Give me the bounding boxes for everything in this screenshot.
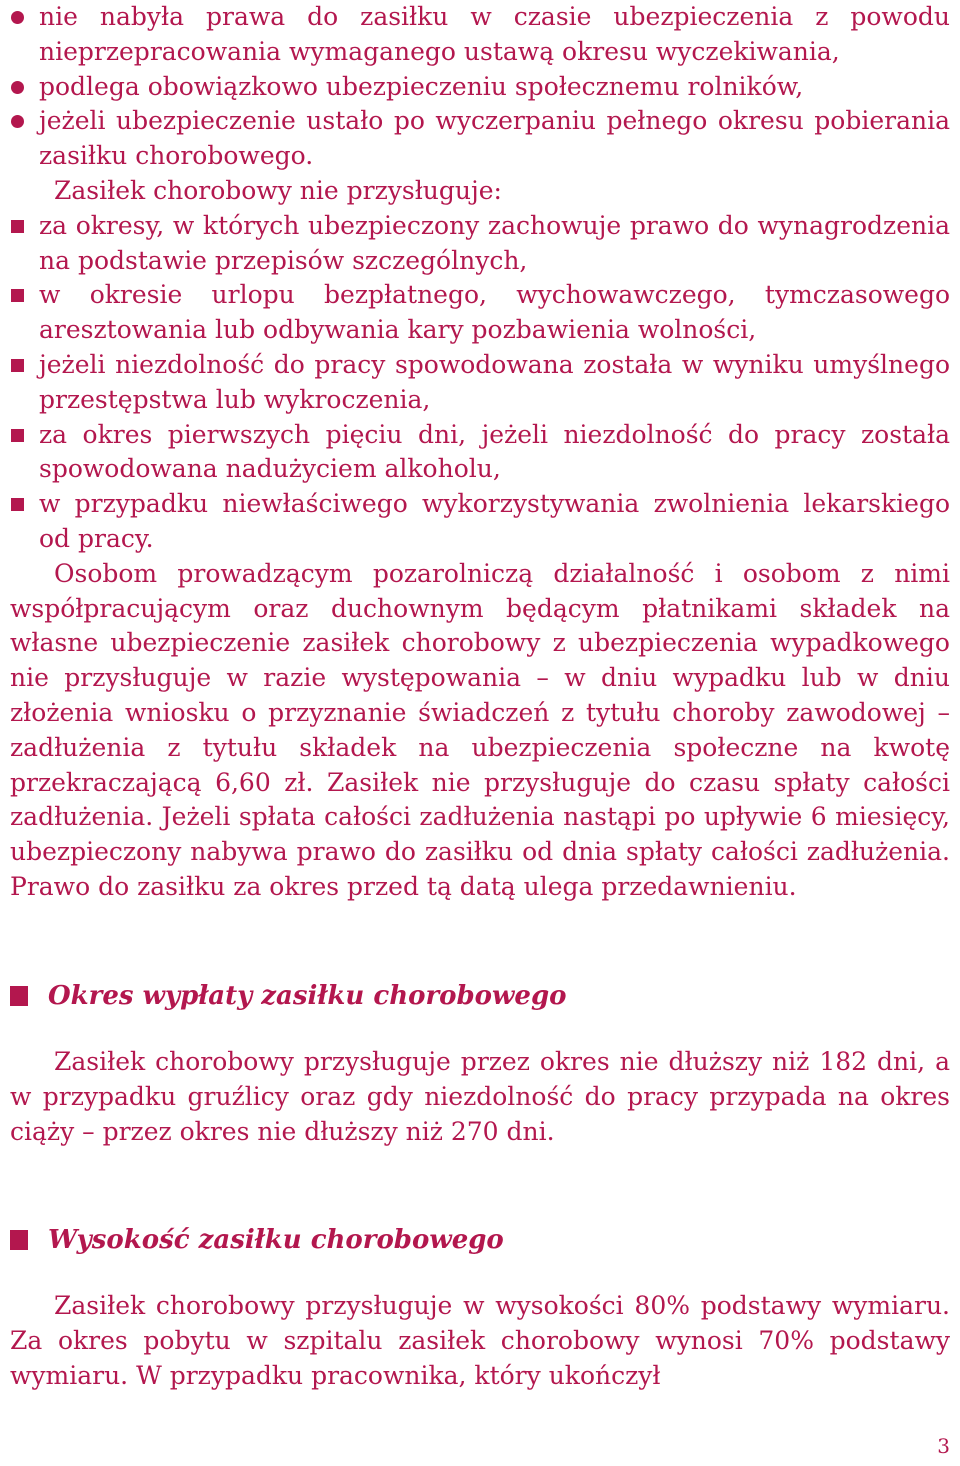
list-item: za okresy, w których ubezpieczony zachowuje prawo do wynagrodzenia na podstawie przepisów szczególnych, (10, 209, 950, 279)
paragraph-nonagricultural: Osobom prowadzącym pozarolniczą działalność i osobom z nimi współpracującym oraz duchownym będącym płatnikami składek na własne ubezpieczenie zasiłek chorobowy z ubezpieczenia wypadkowego nie przysługuje w razie występowania – w dniu wypadku lub w dniu złożenia wniosku o przyznanie świadczeń z tytułu choroby zawodowej – zadłużenia z tytułu składek na ubezpieczenia społeczne na kwotę przekraczającą 6,60 zł. Zasiłek nie przysługuje do czasu spłaty całości zadłużenia. Jeżeli spłata całości zadłużenia nastąpi po upływie 6 miesięcy, ubezpieczony nabywa prawo do zasiłku od dnia spłaty całości zadłużenia. Prawo do zasiłku za okres przed tą datą ulega przedawnieniu. (10, 558, 950, 901)
intro-not-entitled: Zasiłek chorobowy nie przysługuje: (54, 175, 502, 205)
list-item: w przypadku niewłaściwego wykorzystywania zwolnienia lekarskiego od pracy. (10, 487, 950, 557)
square-bullet-icon (11, 429, 24, 442)
list-item: nie nabyła prawa do zasiłku w czasie ubezpieczenia z powodu nieprzepracowania wymaganego ustawą okresu wyczekiwania, (10, 0, 950, 70)
section-heading-amount: Wysokość zasiłku chorobowego (10, 1223, 950, 1257)
square-bullet-icon (11, 359, 24, 372)
square-bullet-icon (11, 220, 24, 233)
section-body-amount: Zasiłek chorobowy przysługuje w wysokości 80% podstawy wymiaru. Za okres pobytu w szpitalu zasiłek chorobowy wynosi 70% podstawy wymiaru. W przypadku pracownika, który ukończył (10, 1291, 950, 1390)
round-bullet-icon (11, 11, 24, 24)
bullet-list-conditions (10, 0, 950, 174)
section-heading-period: Okres wypłaty zasiłku chorobowego (10, 979, 950, 1013)
list-item: za okres pierwszych pięciu dni, jeżeli niezdolność do pracy została spowodowana nadużyciem alkoholu, (10, 418, 950, 488)
page-number: 3 (937, 1434, 950, 1458)
bullet-list-exclusions (10, 209, 950, 557)
top-text-block (10, 0, 950, 905)
list-item: w okresie urlopu bezpłatnego, wychowawczego, tymczasowego aresztowania lub odbywania kary pozbawienia wolności, (10, 278, 950, 348)
list-item: jeżeli niezdolność do pracy spowodowana została w wyniku umyślnego przestępstwa lub wykroczenia, (10, 348, 950, 418)
round-bullet-icon (11, 81, 24, 94)
square-bullet-icon (11, 498, 24, 511)
list-item: jeżeli ubezpieczenie ustało po wyczerpaniu pełnego okresu pobierania zasiłku chorobowego. (10, 104, 950, 174)
square-bullet-icon (11, 289, 24, 302)
round-bullet-icon (11, 115, 24, 128)
list-item: podlega obowiązkowo ubezpieczeniu społecznemu rolników, (10, 70, 950, 105)
heading-square-icon (10, 986, 28, 1006)
section-body-period: Zasiłek chorobowy przysługuje przez okres nie dłuższy niż 182 dni, a w przypadku gruźlicy oraz gdy niezdolność do pracy przypada na okres ciąży – przez okres nie dłuższy niż 270 dni. (10, 1047, 950, 1146)
heading-square-icon (10, 1230, 28, 1250)
